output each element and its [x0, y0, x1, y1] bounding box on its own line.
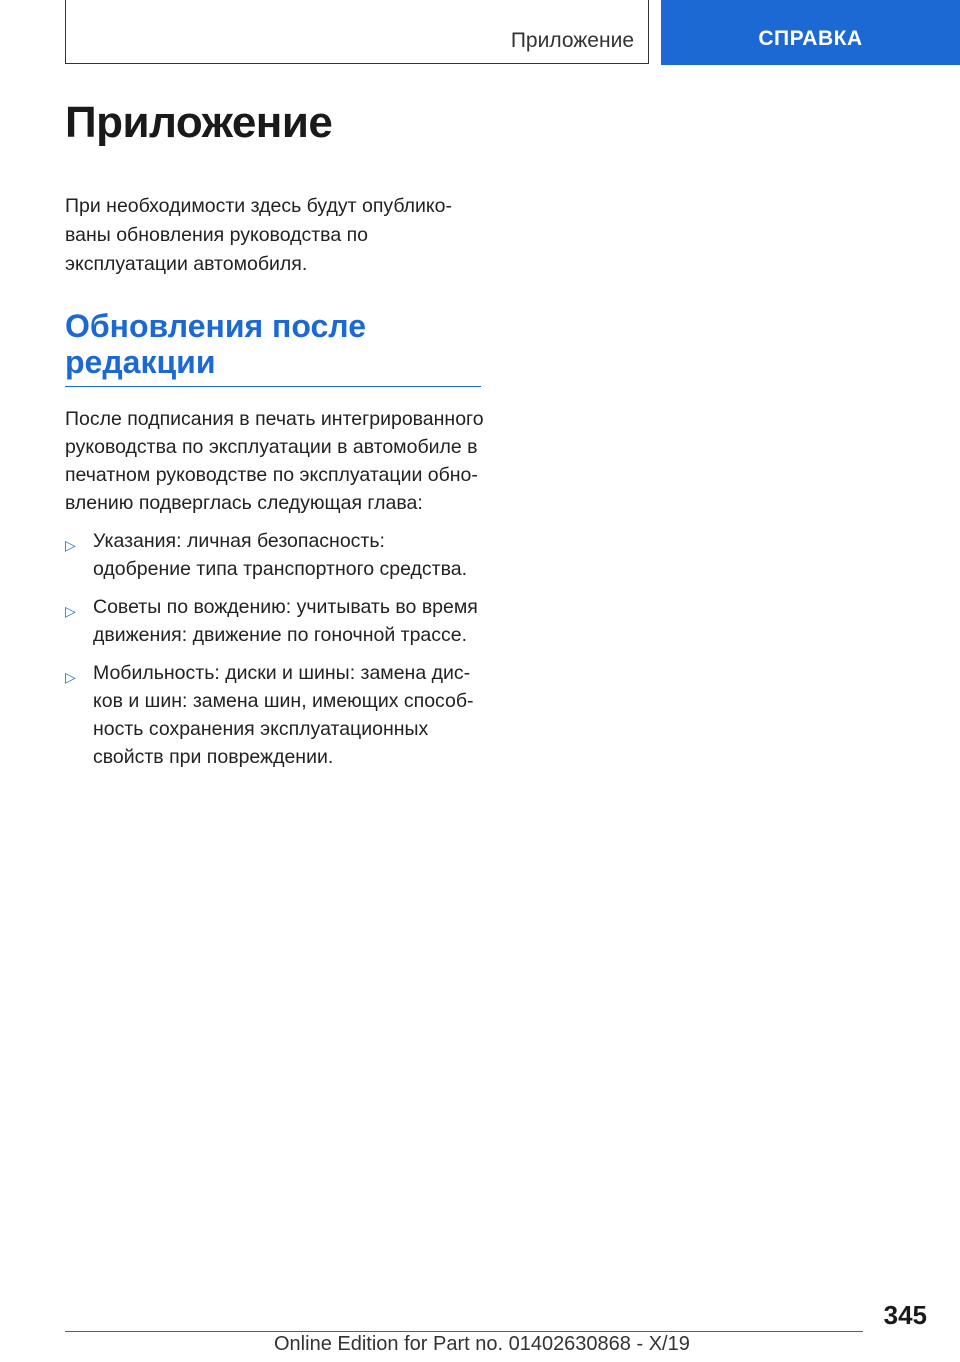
section-paragraph: После подписания в печать интегрированного руководства по эксплуатации в автомобиле в печатном руководстве по эксплуатации обно-влению подверглась следующая глава:	[65, 408, 484, 514]
triangle-right-outline-icon: ▷	[65, 537, 76, 553]
page-title: Приложение	[65, 98, 333, 147]
header-section-label: Приложение	[510, 29, 634, 52]
bullet-list	[65, 527, 485, 771]
list-item-text: Указания: личная безопасность: одобрение типа транспортного средства.	[93, 530, 467, 580]
header-tab[interactable]	[661, 0, 960, 65]
section-body	[65, 405, 485, 781]
list-item	[65, 659, 485, 771]
list-item-text: Мобильность: диски и шины: замена дис-ков и шин: замена шин, имеющих способ-ность сохранения эксплуатационных свойств при повреждении.	[93, 662, 474, 768]
list-item	[65, 527, 485, 583]
list-item	[65, 593, 485, 649]
footer-divider	[65, 1331, 863, 1332]
header-tab-label: СПРАВКА	[758, 26, 863, 50]
list-item-text: Советы по вождению: учитывать во время движения: движение по гоночной трассе.	[93, 596, 478, 646]
page-number: 345	[883, 1300, 927, 1330]
header-frame	[65, 0, 649, 64]
triangle-right-outline-icon: ▷	[65, 603, 76, 619]
footer-edition: Online Edition for Part no. 01402630868 - X/19	[274, 1333, 690, 1355]
intro-paragraph: При необходимости здесь будут опублико-ваны обновления руководства по эксплуатации автомобиля.	[65, 195, 453, 275]
triangle-right-outline-icon: ▷	[65, 669, 76, 685]
section-title: Обновления после редакции	[65, 308, 481, 387]
